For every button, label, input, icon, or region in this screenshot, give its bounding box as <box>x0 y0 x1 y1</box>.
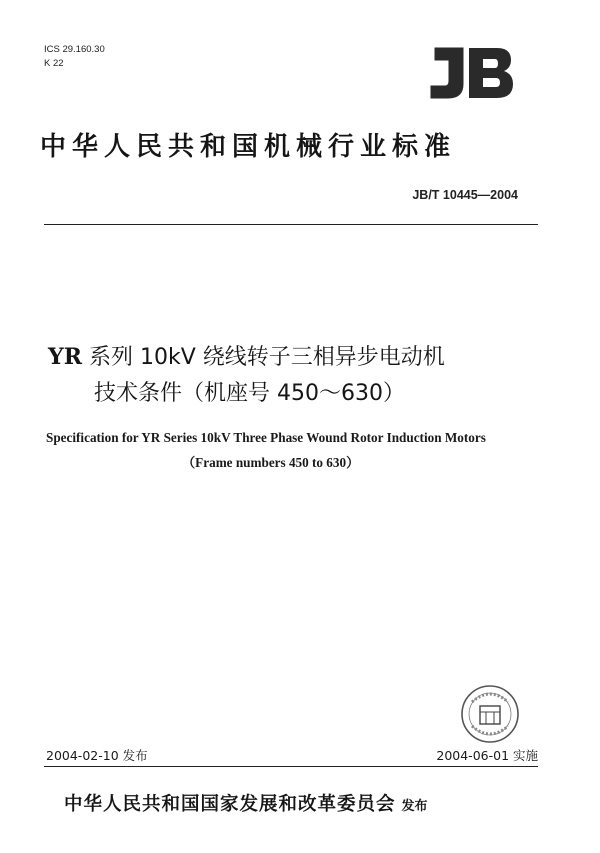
chinese-title-series-code: YR <box>48 344 82 370</box>
standard-number: JB/T 10445—2004 <box>412 188 518 202</box>
english-title-line-1: Specification for YR Series 10kV Three Phase Wound Rotor Induction Motors <box>46 430 486 445</box>
jb-logo-graphic <box>423 40 519 104</box>
ccs-code: K 22 <box>44 58 64 69</box>
issuing-authority <box>64 790 428 816</box>
english-title-line-2: （Frame numbers 450 to 630） <box>182 455 360 470</box>
implementation-date: 2004-06-01 实施 <box>436 748 538 763</box>
bottom-divider <box>44 766 538 767</box>
chinese-title-line-2: 技术条件（机座号 450～630） <box>94 381 405 406</box>
issuing-authority-suffix: 发布 <box>401 799 428 814</box>
issue-date: 2004-02-10 发布 <box>46 748 148 763</box>
issuing-authority-name: 中华人民共和国国家发展和改革委员会 <box>64 794 396 815</box>
top-divider <box>44 224 538 225</box>
jb-logo <box>423 40 519 104</box>
chinese-title-line-1-text: 系列 10kV 绕线转子三相异步电动机 <box>82 345 445 370</box>
official-seal <box>458 682 522 746</box>
ics-code: ICS 29.160.30 <box>44 44 105 55</box>
standard-title: 中华人民共和国机械行业标准 <box>40 132 457 162</box>
seal-graphic <box>458 682 522 746</box>
chinese-title-line-1 <box>48 340 445 371</box>
